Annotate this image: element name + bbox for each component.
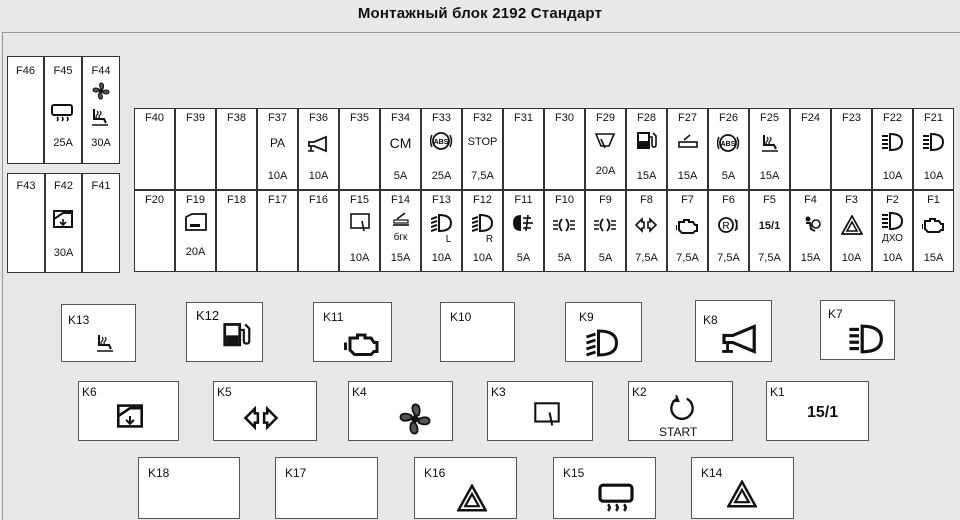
hazard-icon [727, 480, 757, 508]
fuse-amp: 10A [349, 252, 370, 264]
fuse-id: F38 [227, 112, 246, 124]
fuse-id: F27 [678, 112, 697, 124]
rear-defrost-icon [90, 107, 112, 127]
high-beam-icon [882, 132, 904, 152]
high-beam-icon [845, 323, 889, 355]
rear-defrost-icon [51, 103, 75, 123]
fuse-amp: 5A [557, 252, 572, 264]
relay-id: K3 [491, 385, 506, 399]
relay-label: 15/1 [807, 404, 839, 421]
fuse-f11[interactable] [503, 190, 544, 272]
fuse-amp: 10A [472, 252, 493, 264]
fuse-id: F18 [227, 194, 246, 206]
horn-icon [718, 323, 762, 355]
relay-k11[interactable] [313, 302, 392, 362]
fuse-f12[interactable] [462, 190, 503, 272]
relay-k6[interactable] [78, 381, 179, 441]
fuse-id: F44 [91, 65, 111, 77]
relay-k13[interactable] [61, 304, 136, 362]
fuse-id: F37 [268, 112, 287, 124]
relay-k8[interactable] [695, 300, 772, 362]
fuse-id: F10 [555, 194, 574, 206]
fuse-id: F19 [186, 194, 205, 206]
fuse-id: F15 [350, 194, 369, 206]
relay-k4[interactable] [348, 381, 453, 441]
relay-id: K6 [82, 385, 97, 399]
fuse-id: F45 [53, 65, 73, 77]
check-engine-icon [922, 215, 946, 235]
fuse-f2[interactable] [872, 190, 913, 272]
fuse-id: F1 [927, 194, 940, 206]
fuse-id: F12 [473, 194, 492, 206]
fuse-amp: 5A [598, 252, 613, 264]
fuse-amp: 25A [431, 170, 452, 182]
fuse-f10[interactable] [544, 190, 585, 272]
fuse-id: F20 [145, 194, 164, 206]
relay-k18[interactable] [138, 457, 240, 519]
fuse-amp: 7,5A [758, 252, 781, 264]
fuse-id: F33 [432, 112, 451, 124]
fuse-f27[interactable] [667, 108, 708, 190]
rear-defrost-icon [596, 482, 636, 514]
fuse-id: F9 [599, 194, 612, 206]
relay-id: K11 [323, 310, 344, 324]
fuse-amp: 20A [595, 165, 616, 177]
fuse-f17[interactable] [257, 190, 298, 272]
fuse-f23[interactable] [831, 108, 872, 190]
fuse-id: F28 [637, 112, 656, 124]
fuse-f21[interactable] [913, 108, 954, 190]
fuse-id: F39 [186, 112, 205, 124]
fuse-sublabel: R [485, 234, 494, 245]
fuse-amp: 10A [882, 170, 903, 182]
check-engine-icon [676, 216, 700, 236]
rear-wiper-icon [350, 213, 370, 233]
fuse-id: F36 [309, 112, 328, 124]
fuse-id: F22 [883, 112, 902, 124]
relay-id: K16 [424, 466, 446, 480]
fuse-amp: 15A [636, 170, 657, 182]
fuse-f16[interactable] [298, 190, 339, 272]
fuse-f46[interactable] [7, 56, 44, 164]
fuse-f3[interactable] [831, 190, 872, 272]
relay-k5[interactable] [213, 381, 317, 441]
relay-k3[interactable] [487, 381, 593, 441]
high-beam-icon [882, 211, 904, 231]
fuse-id: F11 [514, 194, 533, 206]
fuse-id: F40 [145, 112, 164, 124]
fuel-pump-icon [636, 130, 658, 150]
fuse-amp: 5A [393, 170, 408, 182]
fuse-f43[interactable] [7, 173, 45, 273]
fuse-sublabel: ДХО [882, 233, 903, 244]
fuse-amp: 10A [308, 170, 329, 182]
fuse-label: PA [269, 136, 286, 150]
relay-k15[interactable] [553, 457, 656, 519]
fuse-amp: 20A [185, 246, 206, 258]
fuse-f38[interactable] [216, 108, 257, 190]
windshield-wiper-icon [595, 131, 617, 149]
fuse-f39[interactable] [175, 108, 216, 190]
fuse-f14[interactable] [380, 190, 421, 272]
fuse-id: F4 [804, 194, 817, 206]
fan-icon [395, 400, 435, 438]
fuse-id: F24 [801, 112, 820, 124]
relay-id: K18 [148, 466, 170, 480]
relay-k1[interactable] [766, 381, 869, 441]
window-lift-icon [53, 210, 75, 230]
fuse-f24[interactable] [790, 108, 831, 190]
fuse-f20[interactable] [134, 190, 175, 272]
fuse-id: F5 [763, 194, 776, 206]
start-icon [669, 394, 695, 420]
fuse-id: F14 [391, 194, 410, 206]
fuse-amp: 7,5A [471, 170, 494, 182]
low-beam-icon [583, 328, 623, 358]
fuse-f34[interactable] [380, 108, 421, 190]
fuse-f36[interactable] [298, 108, 339, 190]
relay-k17[interactable] [275, 457, 378, 519]
seat-heater-icon [95, 333, 115, 353]
fuse-id: F43 [16, 180, 36, 192]
relay-k10[interactable] [440, 302, 515, 362]
fuse-f30[interactable] [544, 108, 585, 190]
parking-lights-icon [553, 215, 577, 235]
fuse-amp: 15A [800, 252, 821, 264]
fuse-amp: 10A [923, 170, 944, 182]
rear-fog-icon [513, 213, 535, 233]
fuse-amp: 30A [91, 137, 111, 149]
hazard-icon [841, 215, 863, 235]
relay-k14[interactable] [691, 457, 794, 519]
fuse-f44[interactable] [82, 56, 120, 164]
fuse-id: F17 [268, 194, 287, 206]
fuse-amp: 10A [841, 252, 862, 264]
fuel-pump-icon [222, 319, 252, 349]
fuse-f22[interactable] [872, 108, 913, 190]
fuse-f25[interactable] [749, 108, 790, 190]
relay-id: K1 [770, 385, 785, 399]
lighter-icon [678, 132, 698, 150]
fuse-id: F26 [719, 112, 738, 124]
turn-signal-icon [635, 216, 659, 234]
fuse-f4[interactable] [790, 190, 831, 272]
relay-k7[interactable] [820, 300, 895, 360]
relay-id: K12 [196, 308, 220, 323]
fuse-f19[interactable] [175, 190, 216, 272]
check-engine-icon [342, 329, 382, 359]
fuse-id: F41 [91, 180, 111, 192]
fuse-f13[interactable] [421, 190, 462, 272]
relay-id: K17 [285, 466, 307, 480]
fuse-f7[interactable] [667, 190, 708, 272]
fuse-amp: 7,5A [635, 252, 658, 264]
fuse-id: F7 [681, 194, 694, 206]
low-beam-icon [472, 213, 494, 233]
relay-id: K10 [450, 310, 472, 324]
seat-heater-icon [760, 133, 780, 153]
high-beam-icon [923, 132, 945, 152]
window-lift-icon [117, 404, 143, 428]
door-lock-icon [184, 213, 208, 233]
fuse-f9[interactable] [585, 190, 626, 272]
relay-k12[interactable] [186, 302, 263, 362]
relay-id: K14 [701, 466, 723, 480]
relay-k16[interactable] [414, 457, 517, 519]
relay-id: K13 [68, 313, 90, 327]
fuse-f1[interactable] [913, 190, 954, 272]
fuse-f29[interactable] [585, 108, 626, 190]
fuse-label: CM [389, 135, 412, 151]
fuse-f5[interactable] [749, 190, 790, 272]
fuse-f26[interactable] [708, 108, 749, 190]
fuse-amp: 30A [53, 247, 74, 259]
fuse-id: F16 [309, 194, 328, 206]
fuse-label: STOP [467, 136, 498, 148]
fuse-id: F34 [391, 112, 410, 124]
fuse-sublabel: L [445, 234, 452, 245]
fuse-amp: 10A [431, 252, 452, 264]
fuse-amp: 15A [759, 170, 780, 182]
fuse-f18[interactable] [216, 190, 257, 272]
fuse-label: 15/1 [758, 220, 781, 232]
fuse-amp: 7,5A [717, 252, 740, 264]
relay-id: K8 [703, 313, 718, 327]
relay-id: K7 [828, 307, 843, 321]
relay-id: K9 [579, 310, 594, 324]
fuse-f35[interactable] [339, 108, 380, 190]
relay-id: K15 [563, 466, 585, 480]
immobilizer-icon [717, 215, 741, 235]
fuse-f42[interactable] [45, 173, 82, 273]
fuse-amp: 15A [390, 252, 411, 264]
diagram-frame [2, 32, 960, 520]
fuse-id: F29 [596, 112, 615, 124]
fuse-id: F13 [432, 194, 451, 206]
fuse-amp: 10A [882, 252, 903, 264]
fuse-id: F46 [16, 65, 35, 77]
parking-lights-icon [594, 215, 618, 235]
relay-k9[interactable] [565, 302, 642, 362]
relay-id: K4 [352, 385, 367, 399]
fuse-f40[interactable] [134, 108, 175, 190]
fuse-amp: 10A [267, 170, 288, 182]
relay-label: START [659, 425, 698, 439]
fuse-id: F32 [473, 112, 492, 124]
fuse-id: F25 [760, 112, 779, 124]
fuse-amp: 15A [677, 170, 698, 182]
relay-id: K5 [217, 385, 232, 399]
fuse-id: F31 [514, 112, 533, 124]
fuse-amp: 5A [721, 170, 736, 182]
fuse-f37[interactable] [257, 108, 298, 190]
turn-signal-icon [241, 404, 281, 432]
fuse-id: F2 [886, 194, 899, 206]
fuse-id: F3 [845, 194, 858, 206]
fan-icon [90, 81, 112, 101]
fuse-f6[interactable] [708, 190, 749, 272]
fuse-id: F8 [640, 194, 653, 206]
relay-k2[interactable] [628, 381, 733, 441]
fuse-f32[interactable] [462, 108, 503, 190]
fuse-f28[interactable] [626, 108, 667, 190]
fuse-f33[interactable] [421, 108, 462, 190]
fuse-f41[interactable] [82, 173, 120, 273]
fuse-f31[interactable] [503, 108, 544, 190]
fuse-id: F35 [350, 112, 369, 124]
diagram-title: Монтажный блок 2192 Стандарт [357, 5, 603, 22]
glovebox-lamp-icon [391, 209, 411, 227]
fuse-amp: 7,5A [676, 252, 699, 264]
abs-icon [717, 133, 741, 153]
hazard-icon [457, 484, 487, 512]
fuse-id: F42 [54, 180, 73, 192]
fuse-id: F6 [722, 194, 735, 206]
horn-icon [308, 135, 330, 153]
fuse-id: F30 [555, 112, 574, 124]
fuse-f8[interactable] [626, 190, 667, 272]
low-beam-icon [431, 213, 453, 233]
fuse-amp: 15A [923, 252, 944, 264]
relay-id: K2 [632, 385, 647, 399]
abs-icon [430, 131, 454, 151]
airbag-icon [801, 215, 821, 235]
fuse-f15[interactable] [339, 190, 380, 272]
fuse-id: F23 [842, 112, 861, 124]
fuse-id: F21 [924, 112, 943, 124]
fuse-f45[interactable] [44, 56, 82, 164]
fuse-sublabel: бгк [393, 232, 408, 243]
fuse-amp: 25A [53, 137, 73, 149]
fuse-amp: 5A [516, 252, 531, 264]
rear-wiper-icon [533, 402, 561, 428]
